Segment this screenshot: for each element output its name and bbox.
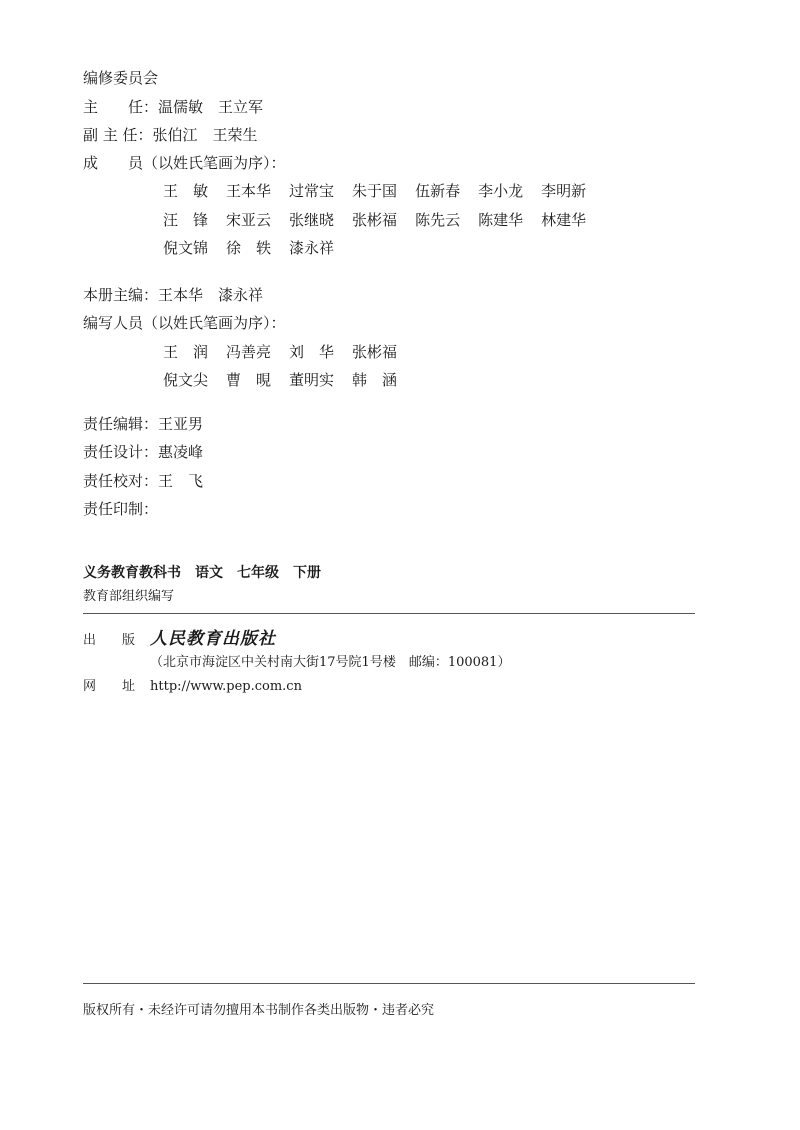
- writers-label: 编写人员（以姓氏笔画为序）：: [83, 314, 286, 332]
- bottom-divider: [83, 983, 695, 984]
- writer-name: 韩 涵: [352, 371, 398, 389]
- responsible-design-name: 惠凌峰: [158, 443, 204, 461]
- members-row-1: [163, 181, 604, 201]
- members-row-2: [163, 210, 604, 230]
- member-name: 王 敏: [163, 182, 209, 200]
- responsible-design-row: [83, 442, 203, 462]
- director-row: [83, 97, 263, 117]
- writers-row-1: [163, 342, 415, 362]
- book-organizer: 教育部组织编写: [83, 589, 175, 604]
- book-subject: 语文: [195, 565, 223, 581]
- member-name: 宋亚云: [226, 211, 272, 229]
- responsible-editor-label: 责任编辑：: [83, 415, 159, 433]
- publisher-address: （北京市海淀区中关村南大街17号院1号楼 邮编：100081）: [150, 655, 511, 670]
- member-name: 陈建华: [478, 211, 524, 229]
- publisher-row: [83, 630, 276, 650]
- publisher-logo: 人民教育出版社: [150, 629, 276, 649]
- publisher-label: 出 版: [83, 633, 136, 648]
- website-row: [83, 678, 302, 696]
- member-name: 王本华: [226, 182, 272, 200]
- member-name: 李明新: [541, 182, 587, 200]
- writer-name: 冯善亮: [226, 343, 272, 361]
- book-volume: 下册: [293, 565, 321, 581]
- writer-name: 张彬福: [352, 343, 398, 361]
- chief-editor-label: 本册主编：: [83, 286, 159, 304]
- book-title: [83, 562, 335, 582]
- member-name: 徐 轶: [226, 239, 272, 257]
- deputy-row: [83, 125, 258, 145]
- responsible-proof-label: 责任校对：: [83, 472, 159, 490]
- website-label: 网 址: [83, 679, 136, 694]
- committee-heading: 编修委员会: [83, 69, 159, 87]
- chief-editor-names: 王本华 漆永祥: [158, 286, 264, 304]
- book-grade: 七年级: [237, 565, 279, 581]
- book-series: 义务教育教科书: [83, 565, 181, 581]
- writer-name: 倪文尖: [163, 371, 209, 389]
- deputy-label: 副 主 任：: [83, 126, 153, 144]
- member-name: 汪 锋: [163, 211, 209, 229]
- website-link[interactable]: http://www.pep.com.cn: [150, 679, 302, 694]
- member-name: 过常宝: [289, 182, 335, 200]
- copyright-notice: 版权所有・未经许可请勿擅用本书制作各类出版物・违者必究: [83, 1003, 435, 1018]
- members-row-3: [163, 238, 352, 258]
- responsible-print-label: 责任印制：: [83, 500, 159, 518]
- member-name: 张彬福: [352, 211, 398, 229]
- member-name: 朱于国: [352, 182, 398, 200]
- director-label: 主 任：: [83, 98, 159, 116]
- members-label: 成 员（以姓氏笔画为序）：: [83, 154, 286, 172]
- responsible-editor-name: 王亚男: [158, 415, 204, 433]
- member-name: 漆永祥: [289, 239, 335, 257]
- member-name: 倪文锦: [163, 239, 209, 257]
- deputy-names: 张伯江 王荣生: [152, 126, 258, 144]
- writer-name: 曹 晛: [226, 371, 272, 389]
- member-name: 陈先云: [415, 211, 461, 229]
- writers-row-2: [163, 370, 415, 390]
- director-names: 温儒敏 王立军: [158, 98, 264, 116]
- responsible-proof-name: 王 飞: [158, 472, 204, 490]
- responsible-proof-row: [83, 471, 203, 491]
- chief-editor-row: [83, 285, 263, 305]
- responsible-print-row: [83, 499, 158, 519]
- responsible-editor-row: [83, 414, 203, 434]
- member-name: 伍新春: [415, 182, 461, 200]
- member-name: 张继晓: [289, 211, 335, 229]
- member-name: 林建华: [541, 211, 587, 229]
- writer-name: 刘 华: [289, 343, 335, 361]
- responsible-design-label: 责任设计：: [83, 443, 159, 461]
- writer-name: 董明实: [289, 371, 335, 389]
- member-name: 李小龙: [478, 182, 524, 200]
- top-divider: [83, 613, 695, 614]
- writer-name: 王 润: [163, 343, 209, 361]
